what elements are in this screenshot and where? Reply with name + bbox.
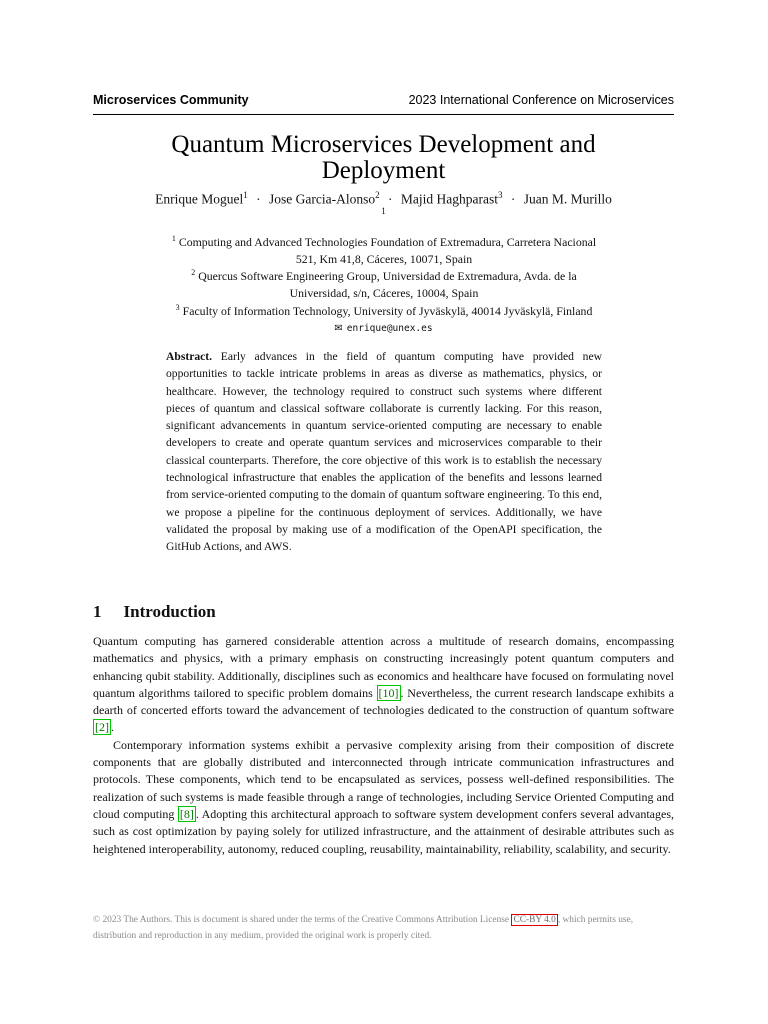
affiliation-line: Faculty of Information Technology, University of Jyväskylä, 40014 Jyväskylä, Finland	[182, 303, 593, 318]
abstract-text: Early advances in the field of quantum computing have provided new opportunities to tackle intricate problems in areas as diverse as mathematics, physics, or healthcare. However, the technology required to construct such systems where different pieces of quantum and classical software collaborate is currently lacking. For this reason, significant advancements in quantum service-oriented computing are necessary to enable developers to create and operate quantum services and microservices comparable to their classical counterparts. Therefore, the core objective of this work is to establish the necessary technological infrastructure that enables the application of the benefits and lessons learned from service-oriented computing to the domain of quantum software engineering. To this end, we propose a pipeline for the continuous deployment of services. Additionally, we have validated the proposal by making use of a modification of the OpenAPI specification, the GitHub Actions, and AWS.	[166, 350, 602, 554]
running-header	[93, 93, 674, 107]
section-body	[93, 633, 674, 858]
paragraph-text: .	[111, 720, 114, 735]
affiliation-2	[110, 264, 658, 302]
title-line-1: Quantum Microservices Development and	[171, 131, 596, 158]
title-line-2: Deployment	[321, 157, 446, 184]
abstract	[166, 348, 602, 556]
affiliation-line: Universidad, s/n, Cáceres, 10004, Spain	[289, 285, 479, 300]
author-affil-mark: 3	[497, 190, 503, 200]
paragraph	[93, 737, 674, 858]
paragraph-text: . Nevertheless, the current research landscape exhibits a dearth of concerted efforts toward the advancement of technologies dedicated to the construction of quantum software	[93, 685, 674, 718]
affiliation-line: Computing and Advanced Technologies Foundation of Extremadura, Carretera Nacional	[178, 234, 597, 249]
section-heading	[93, 602, 674, 622]
license-footer	[93, 913, 674, 944]
author-footnote-mark: 1	[381, 206, 386, 216]
section-title: Introduction	[123, 602, 216, 621]
citation-link[interactable]: [10]	[378, 685, 399, 700]
affiliation-mark: 2	[191, 268, 196, 277]
license-link[interactable]: CC-BY 4.0	[513, 915, 556, 925]
author-list	[93, 190, 674, 208]
paragraph-text: Quantum computing has garnered considerable attention across a multitude of research domains, encompassing mathematics and physics, with a primary emphasis on constructing increasingly potent quantum computers and enhancing qubit stability. Additionally, disciplines such as economics and healthcare have focused on formulating novel quantum algorithms tailored to specific problem domains	[93, 634, 674, 700]
header-community: Microservices Community	[93, 93, 249, 107]
abstract-label: Abstract.	[166, 350, 213, 363]
citation-link[interactable]: [2]	[95, 720, 109, 735]
envelope-icon: ✉	[334, 323, 343, 334]
license-text: , which permits use, distribution and reproduction in any medium, provided the original work is properly cited.	[93, 915, 634, 941]
author-affil-mark: 1	[243, 190, 248, 200]
affiliation-mark: 1	[171, 234, 176, 243]
paragraph-text: . Adopting this architectural approach to software system development confers several advantages, such as cost optimization by paying solely for utilized infrastructure, and the attainment of desirable attributes such as heightened interoperability, autonomy, reduced coupling, reusability, maintainability, reliability, scalability, and security.	[93, 806, 674, 856]
affiliation-line: Quercus Software Engineering Group, Universidad de Extremadura, Avda. de la	[198, 268, 577, 283]
paper-title	[93, 132, 674, 184]
author-name: Jose Garcia-Alonso	[269, 191, 376, 207]
email-address[interactable]: enrique@unex.es	[346, 323, 433, 334]
affiliation-1	[110, 230, 658, 268]
author-name: Majid Haghparast	[400, 191, 498, 207]
affiliation-line: 521, Km 41,8, Cáceres, 10071, Spain	[295, 251, 473, 266]
author-separator: ·	[510, 191, 516, 207]
author-separator: ·	[256, 191, 261, 207]
contact-email	[93, 323, 674, 334]
copyright-text: © 2023 The Authors. This is document is shared under the terms of the Creative Commons Attribution License	[93, 915, 512, 925]
section-number: 1	[93, 602, 102, 621]
author-name: Enrique Moguel	[155, 191, 244, 207]
paragraph-text: Contemporary information systems exhibit a pervasive complexity arising from their composition of discrete components that are globally distributed and interconnected through intricate communication infrastructures and protocols. These components, which tend to be encapsulated as services, possess well-defined responsibilities. The realization of such systems is made feasible through a range of technologies, including Service Oriented Computing and cloud computing	[93, 737, 674, 821]
author-affil-mark: 2	[375, 190, 380, 200]
author-name: Juan M. Murillo	[523, 191, 612, 207]
author-separator: ·	[387, 191, 393, 207]
affiliation-3	[110, 299, 658, 320]
header-conference: 2023 International Conference on Microservices	[408, 93, 674, 107]
header-divider	[93, 114, 674, 115]
paragraph	[93, 633, 674, 737]
affiliation-mark: 3	[175, 303, 180, 312]
citation-link[interactable]: [8]	[179, 806, 194, 821]
